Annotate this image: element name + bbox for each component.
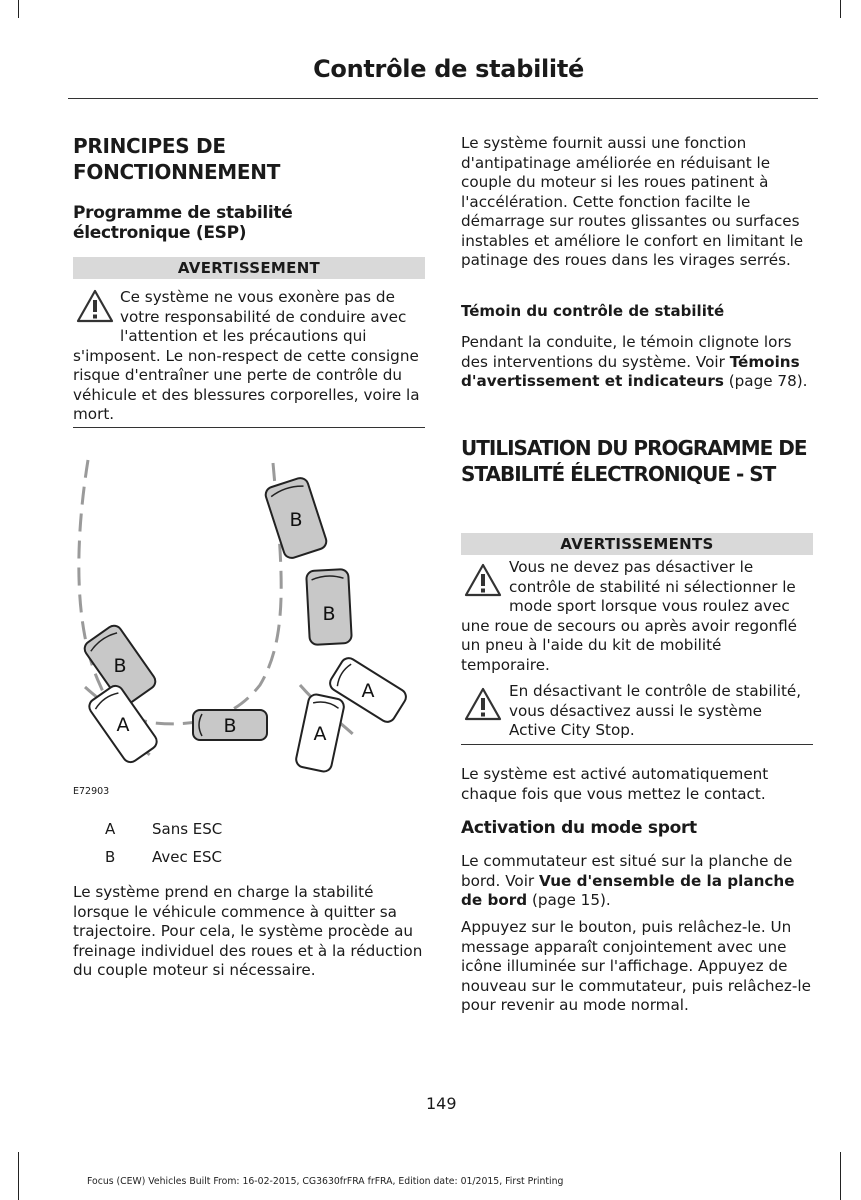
indicator-text-pre: Pendant la conduite, le témoin clignote lors des interventions du système. Voir: [461, 333, 792, 371]
crop-mark-bottom-left: [18, 1152, 19, 1200]
legend-key-b: B: [105, 848, 116, 866]
warning-text: [73, 288, 425, 425]
legend-text-b: Avec ESC: [152, 848, 222, 866]
auto-activation-text: Le système est activé automatiquement chaque fois que vous mettez le contact.: [461, 765, 769, 803]
svg-text:A: A: [313, 723, 327, 745]
indicator-heading: Témoin du contrôle de stabilité: [461, 302, 725, 320]
svg-text:B: B: [322, 603, 336, 625]
sport-mode-text: [461, 852, 813, 911]
footer-text: Focus (CEW) Vehicles Built From: 16-02-2015, CG3630frFRA frFRA, Edition date: 01/2015, First Printing: [87, 1176, 564, 1187]
car-b-top: [264, 476, 329, 560]
title-rule: [68, 98, 818, 99]
sport-ref: (page 15).: [527, 891, 611, 909]
section-title-principles: PRINCIPES DE FONCTIONNEMENT: [73, 134, 281, 184]
svg-text:A: A: [361, 680, 375, 702]
legend-text-a: Sans ESC: [152, 820, 223, 838]
warning-2-text: En désactivant le contrôle de stabilité, vous désactivez aussi le système Active City Stop.: [509, 682, 802, 739]
sport-mode-heading: Activation du mode sport: [461, 818, 697, 838]
page-number: 149: [426, 1094, 457, 1113]
svg-text:B: B: [289, 509, 303, 531]
warning-1: [461, 558, 813, 675]
svg-text:A: A: [116, 714, 130, 736]
car-a-bottom: [295, 693, 346, 773]
warnings-header: AVERTISSEMENTS: [461, 533, 813, 555]
body-text-stability: Le système prend en charge la stabilité lorsque le véhicule commence à quitter sa trajectoire. Pour cela, le système procède au freinage individuel des roues et à la réduction du couple moteur si nécessaire.: [73, 883, 423, 979]
figure-code: E72903: [73, 786, 110, 797]
legend-key-a: A: [105, 820, 116, 838]
crop-mark-top-right: [840, 0, 841, 18]
press-button-text: Appuyez sur le bouton, puis relâchez-le. Un message apparaît conjointement avec une icône illuminée sur l'affichage. Appuyez de nouveau sur le commutateur, puis relâchez-le pour revenir au mode normal.: [461, 918, 811, 1014]
legend-item-a: [105, 820, 115, 838]
indicator-text: [461, 333, 813, 392]
subsection-title-esp: Programme de stabilité électronique (ESP): [73, 203, 293, 243]
esc-illustration: [60, 455, 420, 785]
car-b-bottom: [193, 710, 267, 740]
warnings-rule: [461, 744, 813, 745]
indicator-ref: (page 78).: [723, 372, 808, 390]
crop-mark-bottom-right: [840, 1152, 841, 1200]
page-title: Contrôle de stabilité: [313, 55, 584, 83]
legend-item-b: [105, 848, 115, 866]
warning-header: AVERTISSEMENT: [73, 257, 425, 279]
svg-text:B: B: [113, 655, 127, 677]
crop-mark-top-left: [18, 0, 19, 18]
warning-rule: [73, 427, 425, 428]
warning-text-content: Ce système ne vous exonère pas de votre responsabilité de conduire avec l'attention et les précautions qui s'imposent. Le non-respect de cette consigne risque d'entraîner une perte de contrôle du véhicule et des blessures corporelles, voire la mort.: [73, 288, 420, 423]
indicator-link[interactable]: Témoins d'avertissement et indicateurs: [461, 352, 800, 390]
section-title-usage: UTILISATION DU PROGRAMME DE STABILITÉ ÉLECTRONIQUE - ST: [461, 436, 807, 486]
svg-text:B: B: [223, 715, 237, 737]
sport-text-pre: Le commutateur est situé sur la planche de bord. Voir: [461, 852, 793, 890]
sport-link[interactable]: Vue d'ensemble de la planche de bord: [461, 871, 795, 909]
car-b-right: [306, 569, 352, 645]
intro-text-traction: Le système fournit aussi une fonction d'antipatinage améliorée en réduisant le couple du moteur si les roues patinent à l'accélération. Cette fonction facilte le démarrage sur routes glissantes ou surfaces instables et améliore le confort en limitant le patinage des roues dans les virages serrés.: [461, 134, 804, 269]
warning-2: [461, 682, 813, 741]
warning-1-text: Vous ne devez pas désactiver le contrôle de stabilité ni sélectionner le mode sport lorsque vous roulez avec une roue de secours ou après avoir regonflé un pneu à l'aide du kit de mobilité temporaire.: [461, 558, 798, 674]
